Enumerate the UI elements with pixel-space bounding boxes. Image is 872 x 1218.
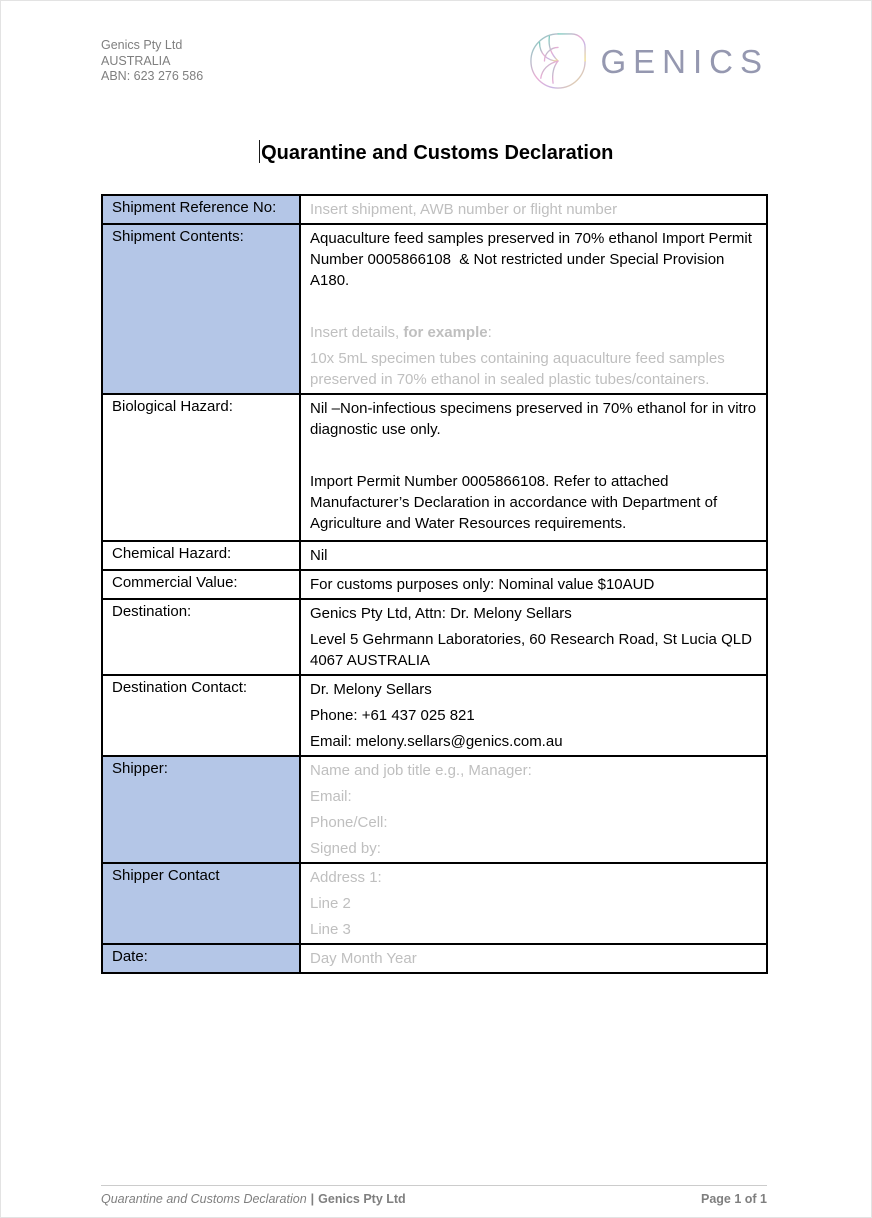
table-row: [102, 224, 767, 394]
blank-line: [310, 445, 757, 466]
page-footer: [101, 1185, 767, 1206]
row-value: [300, 570, 767, 599]
placeholder-text: Insert details, for example:: [310, 324, 492, 341]
genics-shell-icon: [526, 29, 590, 93]
table-row: [102, 541, 767, 570]
table-row: [102, 944, 767, 973]
placeholder-text: Name and job title e.g., Manager:: [310, 762, 532, 779]
value-text: Aquaculture feed samples preserved in 70% ethanol Import Permit Number 0005866108 & Not restricted under Special Provision A180.: [310, 230, 757, 289]
row-value: [300, 394, 767, 541]
row-label: Chemical Hazard:: [102, 541, 300, 570]
placeholder-text: 10x 5mL specimen tubes containing aquaculture feed samples preserved in 70% ethanol in sealed plastic tubes/containers.: [310, 350, 729, 388]
table-row: [102, 195, 767, 224]
placeholder-text: Signed by:: [310, 840, 381, 857]
row-label: Shipment Contents:: [102, 224, 300, 394]
row-value[interactable]: [300, 944, 767, 973]
genics-logo-text: GENICS: [600, 42, 769, 80]
placeholder-text: Insert shipment, AWB number or flight number: [310, 201, 618, 218]
row-value[interactable]: [300, 224, 767, 394]
row-label: Shipper Contact: [102, 863, 300, 944]
value-text: Genics Pty Ltd, Attn: Dr. Melony Sellars: [310, 605, 572, 622]
row-value[interactable]: [300, 195, 767, 224]
table-row: [102, 756, 767, 863]
placeholder-text: Address 1:: [310, 869, 382, 886]
value-text: For customs purposes only: Nominal value $10AUD: [310, 576, 655, 593]
table-row: [102, 570, 767, 599]
footer-divider: [101, 1185, 767, 1186]
footer-company: Genics Pty Ltd: [318, 1192, 406, 1206]
table-row: [102, 675, 767, 756]
genics-logo: [526, 29, 769, 93]
row-label: Destination Contact:: [102, 675, 300, 756]
company-abn: ABN: 623 276 586: [101, 69, 204, 83]
placeholder-text: Line 3: [310, 921, 351, 938]
row-label: Biological Hazard:: [102, 394, 300, 541]
value-text: Email: melony.sellars@genics.com.au: [310, 733, 563, 750]
page-title-text: Quarantine and Customs Declaration: [261, 142, 614, 164]
footer-separator: |: [310, 1192, 315, 1206]
table-row: [102, 394, 767, 541]
row-value: [300, 599, 767, 675]
value-text: Nil –Non-infectious specimens preserved in 70% ethanol for in vitro diagnostic use only.: [310, 400, 761, 438]
value-text: Phone: +61 437 025 821: [310, 707, 475, 724]
table-row: [102, 599, 767, 675]
row-label: Destination:: [102, 599, 300, 675]
company-info: [101, 38, 203, 85]
placeholder-text: Line 2: [310, 895, 351, 912]
row-label: Shipment Reference No:: [102, 195, 300, 224]
row-label: Date:: [102, 944, 300, 973]
row-label: Shipper:: [102, 756, 300, 863]
value-text: Dr. Melony Sellars: [310, 681, 432, 698]
company-country: AUSTRALIA: [101, 53, 171, 68]
row-value[interactable]: [300, 756, 767, 863]
value-text: Level 5 Gehrmann Laboratories, 60 Research Road, St Lucia QLD 4067 AUSTRALIA: [310, 631, 757, 669]
footer-doc-title: Quarantine and Customs Declaration: [101, 1192, 307, 1206]
row-label: Commercial Value:: [102, 570, 300, 599]
placeholder-text: Day Month Year: [310, 950, 417, 967]
declaration-table: [101, 194, 768, 974]
row-value[interactable]: [300, 863, 767, 944]
company-name: Genics Pty Ltd: [101, 38, 183, 52]
value-text: Import Permit Number 0005866108. Refer to attached Manufacturer’s Declaration in accordance with Department of Agriculture and Water Resources requirements.: [310, 473, 721, 532]
text-cursor: [259, 140, 261, 163]
table-row: [102, 863, 767, 944]
blank-line: [310, 296, 757, 317]
row-value: [300, 675, 767, 756]
placeholder-text: Email:: [310, 788, 352, 805]
footer-left: [101, 1192, 406, 1206]
page-title: [1, 140, 871, 165]
declaration-table-body: [102, 195, 767, 973]
value-text: Nil: [310, 547, 328, 564]
row-value: [300, 541, 767, 570]
placeholder-text: Phone/Cell:: [310, 814, 388, 831]
page-number: Page 1 of 1: [701, 1192, 767, 1206]
